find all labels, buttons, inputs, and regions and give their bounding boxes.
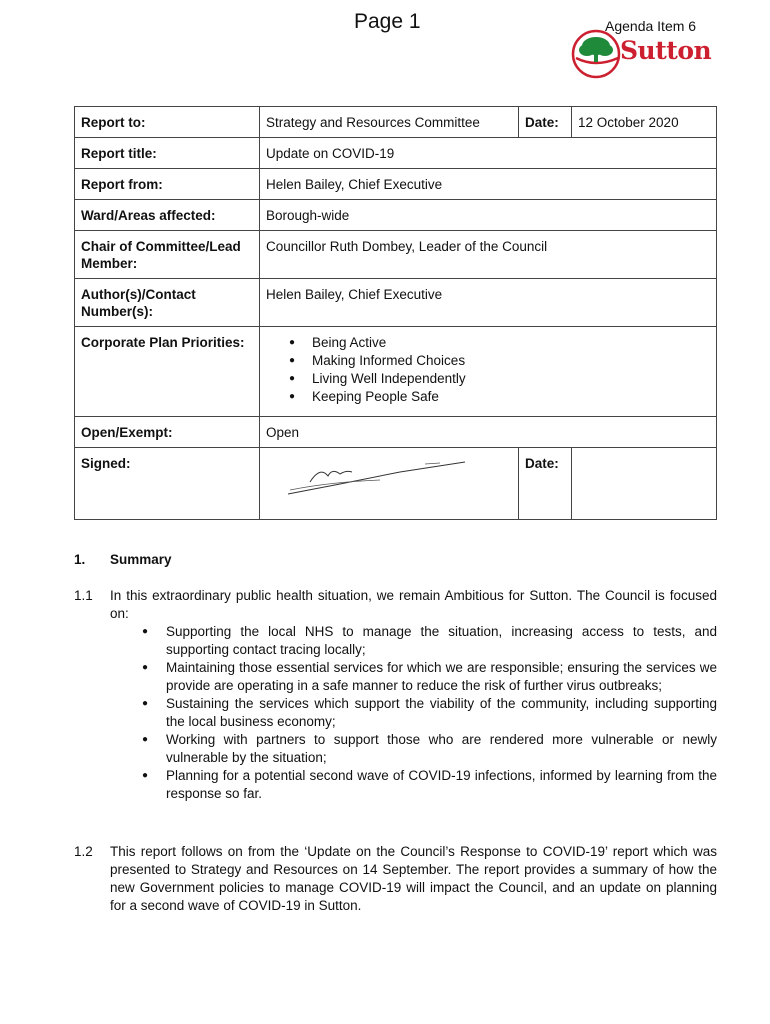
paragraph-1-1 [74, 587, 717, 803]
ward-value: Borough-wide [260, 200, 717, 231]
paragraph-intro: In this extraordinary public health situation, we remain Ambitious for Sutton. The Council is focused on: [110, 588, 717, 621]
signature-image [280, 454, 470, 504]
section-number: 1. [74, 552, 86, 567]
priorities-value [260, 327, 717, 417]
open-exempt-label: Open/Exempt: [75, 417, 260, 448]
table-row [75, 279, 717, 327]
report-title-label: Report title: [75, 138, 260, 169]
table-row [75, 448, 717, 520]
list-item: ● Working with partners to support those who are rendered more vulnerable or newly vulnerable by the situation; [166, 731, 717, 767]
table-row [75, 327, 717, 417]
tree-logo-icon [570, 28, 626, 84]
author-label: Author(s)/Contact Number(s): [75, 279, 260, 327]
priorities-list [266, 334, 710, 406]
report-to-label: Report to: [75, 107, 260, 138]
table-row [75, 107, 717, 138]
summary-heading-row [74, 551, 717, 569]
table-row [75, 231, 717, 279]
logo-wordmark: Sutton [620, 36, 712, 65]
signed-label: Signed: [75, 448, 260, 520]
table-row [75, 417, 717, 448]
section-heading: Summary [110, 552, 172, 567]
sutton-logo [570, 28, 720, 84]
report-from-value: Helen Bailey, Chief Executive [260, 169, 717, 200]
list-item: ● Sustaining the services which support the viability of the community, including supporting the local business economy; [166, 695, 717, 731]
summary-bullet-list [110, 623, 717, 803]
agenda-item-label: Agenda Item 6 [605, 18, 697, 34]
signed-date-value [572, 448, 717, 520]
paragraph-number: 1.2 [74, 844, 93, 859]
priorities-label: Corporate Plan Priorities: [75, 327, 260, 417]
chair-label: Chair of Committee/Lead Member: [75, 231, 260, 279]
date-label: Date: [519, 107, 572, 138]
chair-value: Councillor Ruth Dombey, Leader of the Council [260, 231, 717, 279]
paragraph-body [110, 587, 717, 803]
list-item: ● Maintaining those essential services for which we are responsible; ensuring the services we provide are operating in a safe manner to reduce the risk of further virus outbreaks; [166, 659, 717, 695]
list-item: ● Supporting the local NHS to manage the situation, increasing access to tests, and supporting contact tracing locally; [166, 623, 717, 659]
signed-date-label: Date: [519, 448, 572, 520]
page-number: Page 1 [354, 10, 421, 33]
report-title-value: Update on COVID-19 [260, 138, 717, 169]
ward-label: Ward/Areas affected: [75, 200, 260, 231]
report-info-table [74, 106, 717, 520]
list-item: ● Keeping People Safe [312, 388, 710, 406]
author-value: Helen Bailey, Chief Executive [260, 279, 717, 327]
report-from-label: Report from: [75, 169, 260, 200]
paragraph-number: 1.1 [74, 588, 93, 603]
list-item: ● Planning for a potential second wave of COVID-19 infections, informed by learning from the response so far. [166, 767, 717, 803]
open-exempt-value: Open [260, 417, 717, 448]
paragraph-body: This report follows on from the ‘Update on the Council’s Response to COVID-19’ report which was presented to Strategy and Resources on 14 September. The report provides a summary of how the new Government policies to manage COVID-19 will impact the Council, and an update on planning for a second wave of COVID-19 in Sutton. [110, 844, 717, 913]
table-row [75, 169, 717, 200]
list-item: ● Living Well Independently [312, 370, 710, 388]
list-item: ● Making Informed Choices [312, 352, 710, 370]
report-to-value: Strategy and Resources Committee [260, 107, 519, 138]
table-row [75, 138, 717, 169]
signature-cell [260, 448, 519, 520]
list-item: ● Being Active [312, 334, 710, 352]
paragraph-1-2 [74, 843, 717, 915]
date-value: 12 October 2020 [572, 107, 717, 138]
table-row [75, 200, 717, 231]
